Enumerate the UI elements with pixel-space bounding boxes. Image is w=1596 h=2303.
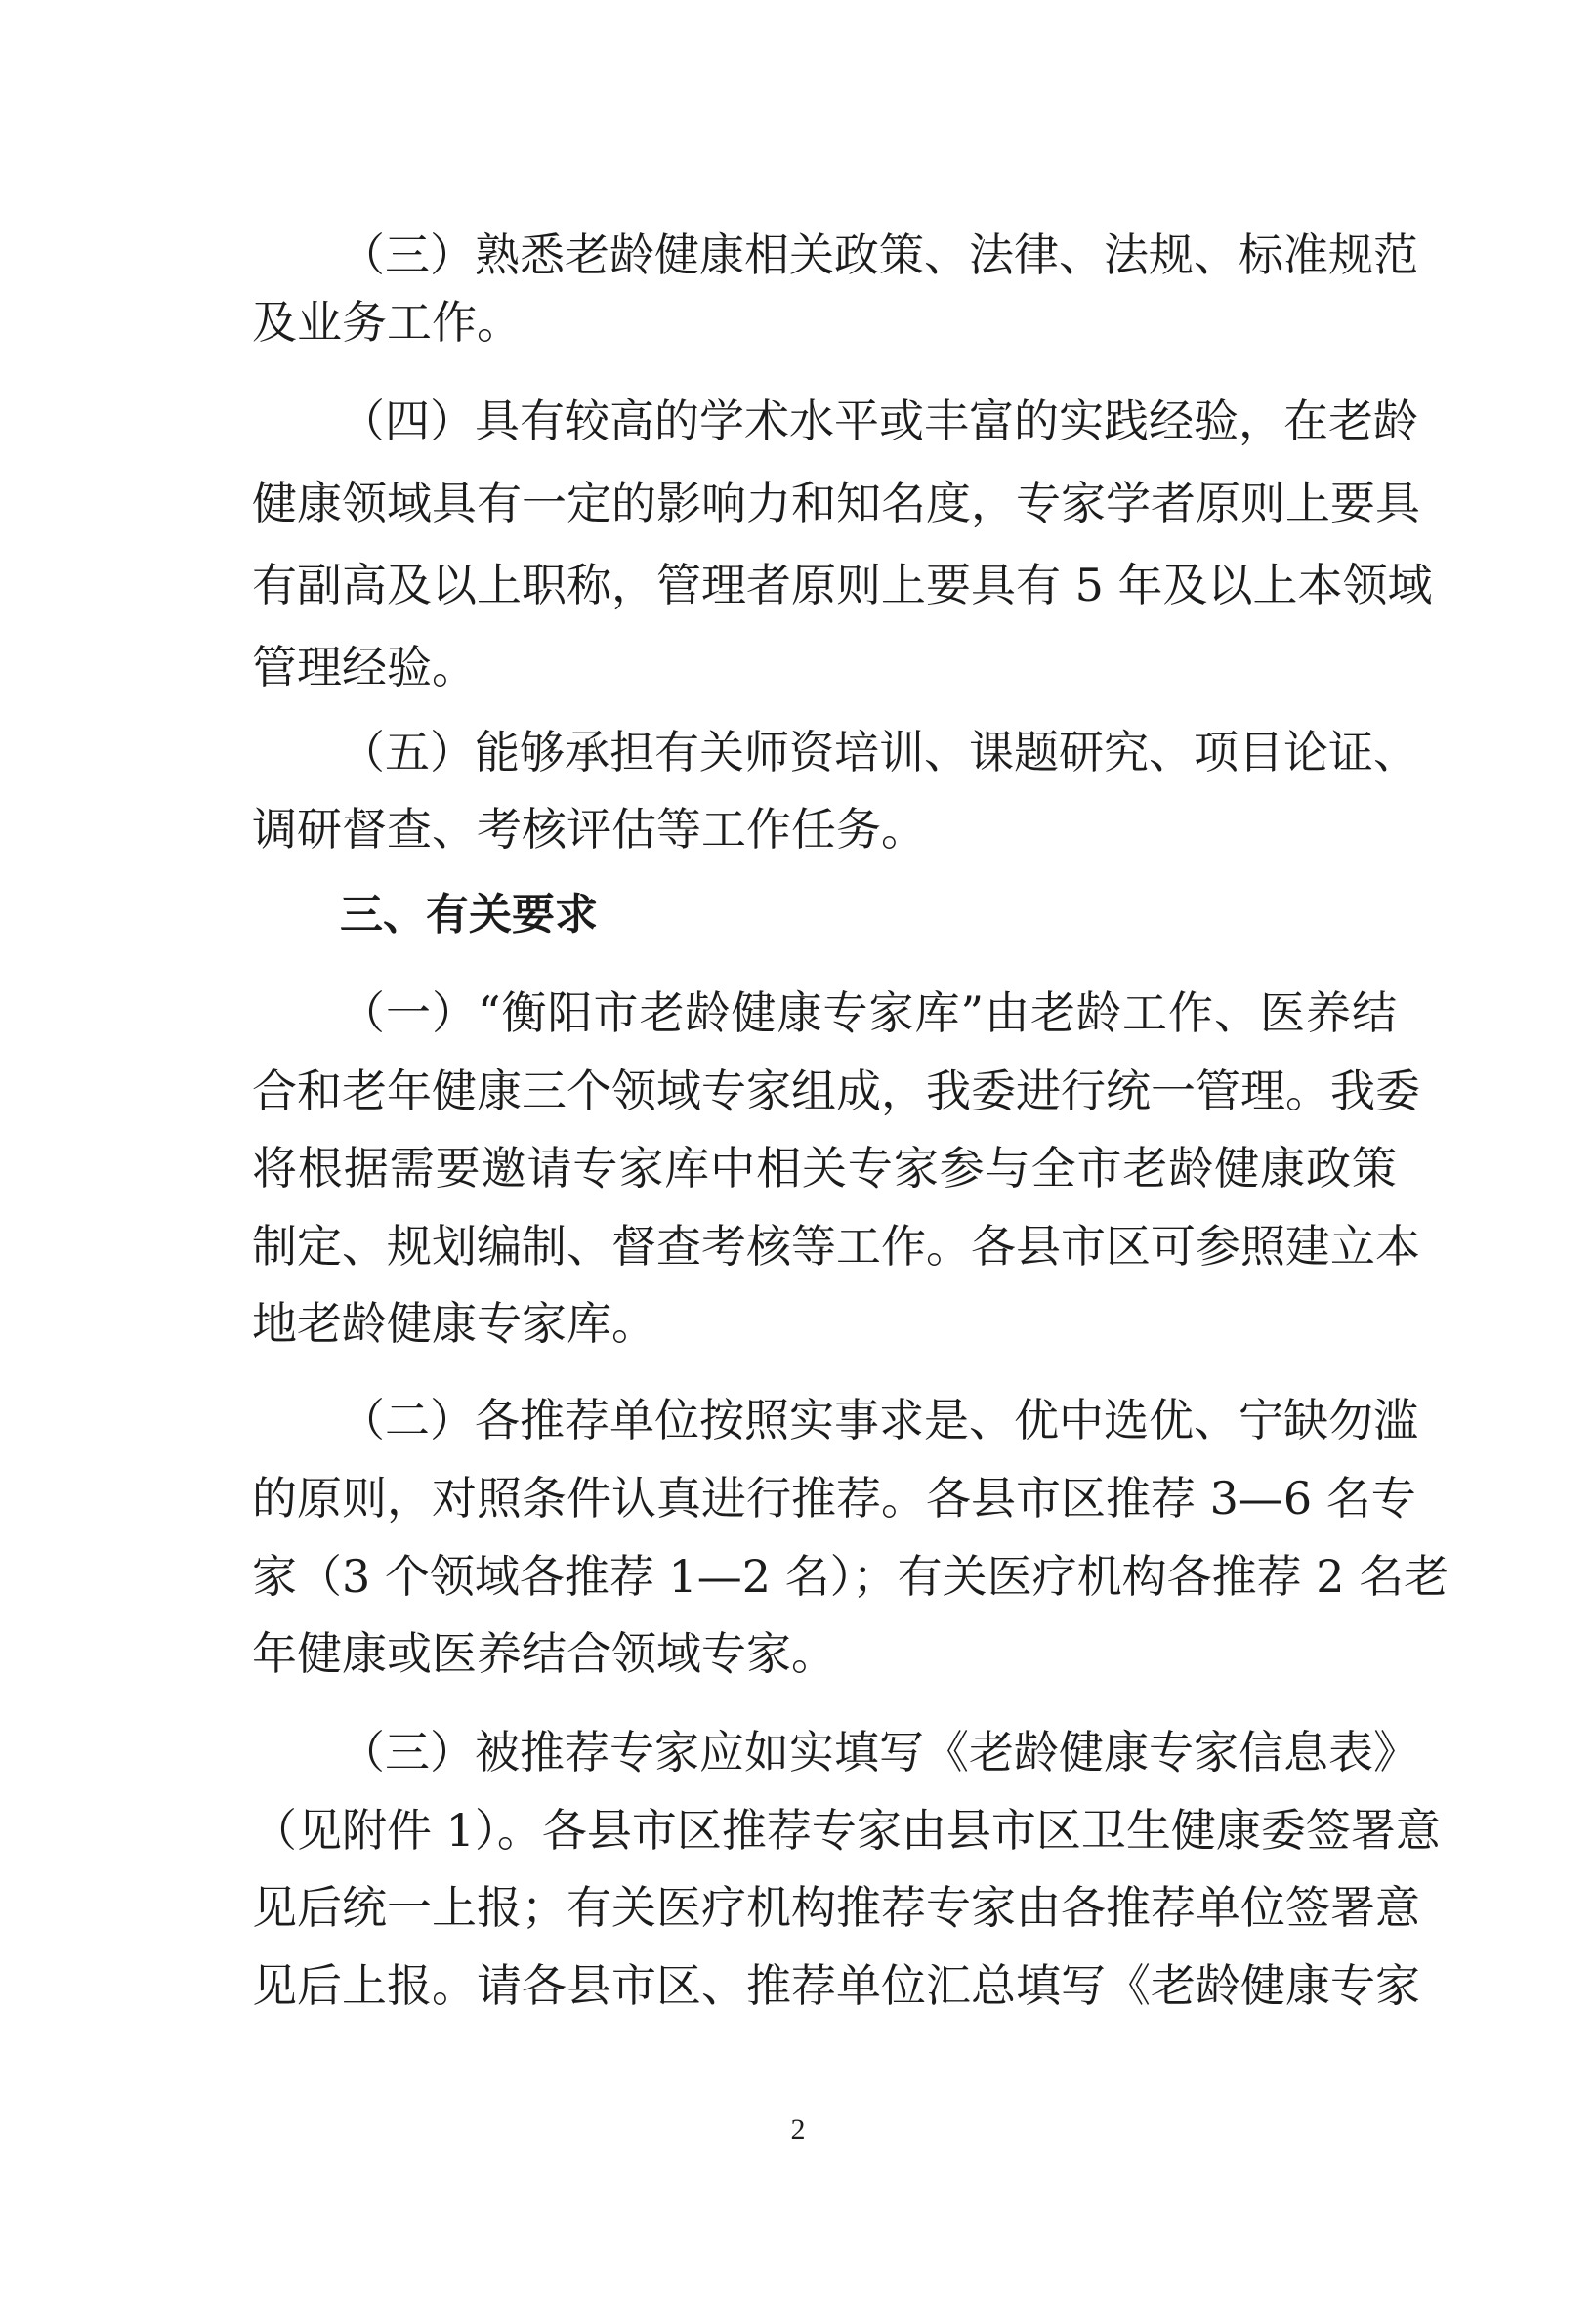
paragraph-line: 地老龄健康专家库。: [252, 1297, 656, 1350]
paragraph-line: 见后统一上报；有关医疗机构推荐专家由各推荐单位签署意: [252, 1881, 1420, 1934]
paragraph-line: （一）“衡阳市老龄健康专家库”由老龄工作、医养结: [340, 986, 1397, 1039]
paragraph-line: （三）被推荐专家应如实填写《老龄健康专家信息表》: [340, 1726, 1418, 1779]
paragraph-line: （五）能够承担有关师资培训、课题研究、项目论证、: [340, 726, 1418, 778]
paragraph-line: 健康领域具有一定的影响力和知名度，专家学者原则上要具: [252, 477, 1420, 529]
paragraph-line: 见后上报。请各县市区、推荐单位汇总填写《老龄健康专家: [252, 1959, 1420, 2012]
paragraph-line: （二）各推荐单位按照实事求是、优中选优、宁缺勿滥: [340, 1394, 1418, 1446]
paragraph-line: （三）熟悉老龄健康相关政策、法律、法规、标准规范: [340, 229, 1418, 281]
paragraph-line: 及业务工作。: [252, 296, 522, 349]
paragraph-line: 调研督查、考核评估等工作任务。: [252, 803, 926, 856]
paragraph-line: （四）具有较高的学术水平或丰富的实践经验，在老龄: [340, 395, 1418, 447]
page-number: 2: [790, 2114, 806, 2146]
paragraph-line: 合和老年健康三个领域专家组成，我委进行统一管理。我委: [252, 1065, 1420, 1117]
paragraph-line: 家（3 个领域各推荐 1—2 名）；有关医疗机构各推荐 2 名老: [252, 1550, 1449, 1603]
paragraph-line: 的原则，对照条件认真进行推荐。各县市区推荐 3—6 名专: [252, 1472, 1416, 1525]
paragraph-line: 将根据需要邀请专家库中相关专家参与全市老龄健康政策: [252, 1142, 1397, 1194]
paragraph-line: 年健康或医养结合领域专家。: [252, 1627, 836, 1680]
paragraph-line: （见附件 1）。各县市区推荐专家由县市区卫生健康委签署意: [252, 1804, 1441, 1857]
paragraph-line: 制定、规划编制、督查考核等工作。各县市区可参照建立本: [252, 1220, 1420, 1273]
paragraph-line: 管理经验。: [252, 641, 477, 693]
paragraph-line: 有副高及以上职称，管理者原则上要具有 5 年及以上本领域: [252, 559, 1433, 611]
section-heading: 三、有关要求: [340, 890, 598, 940]
